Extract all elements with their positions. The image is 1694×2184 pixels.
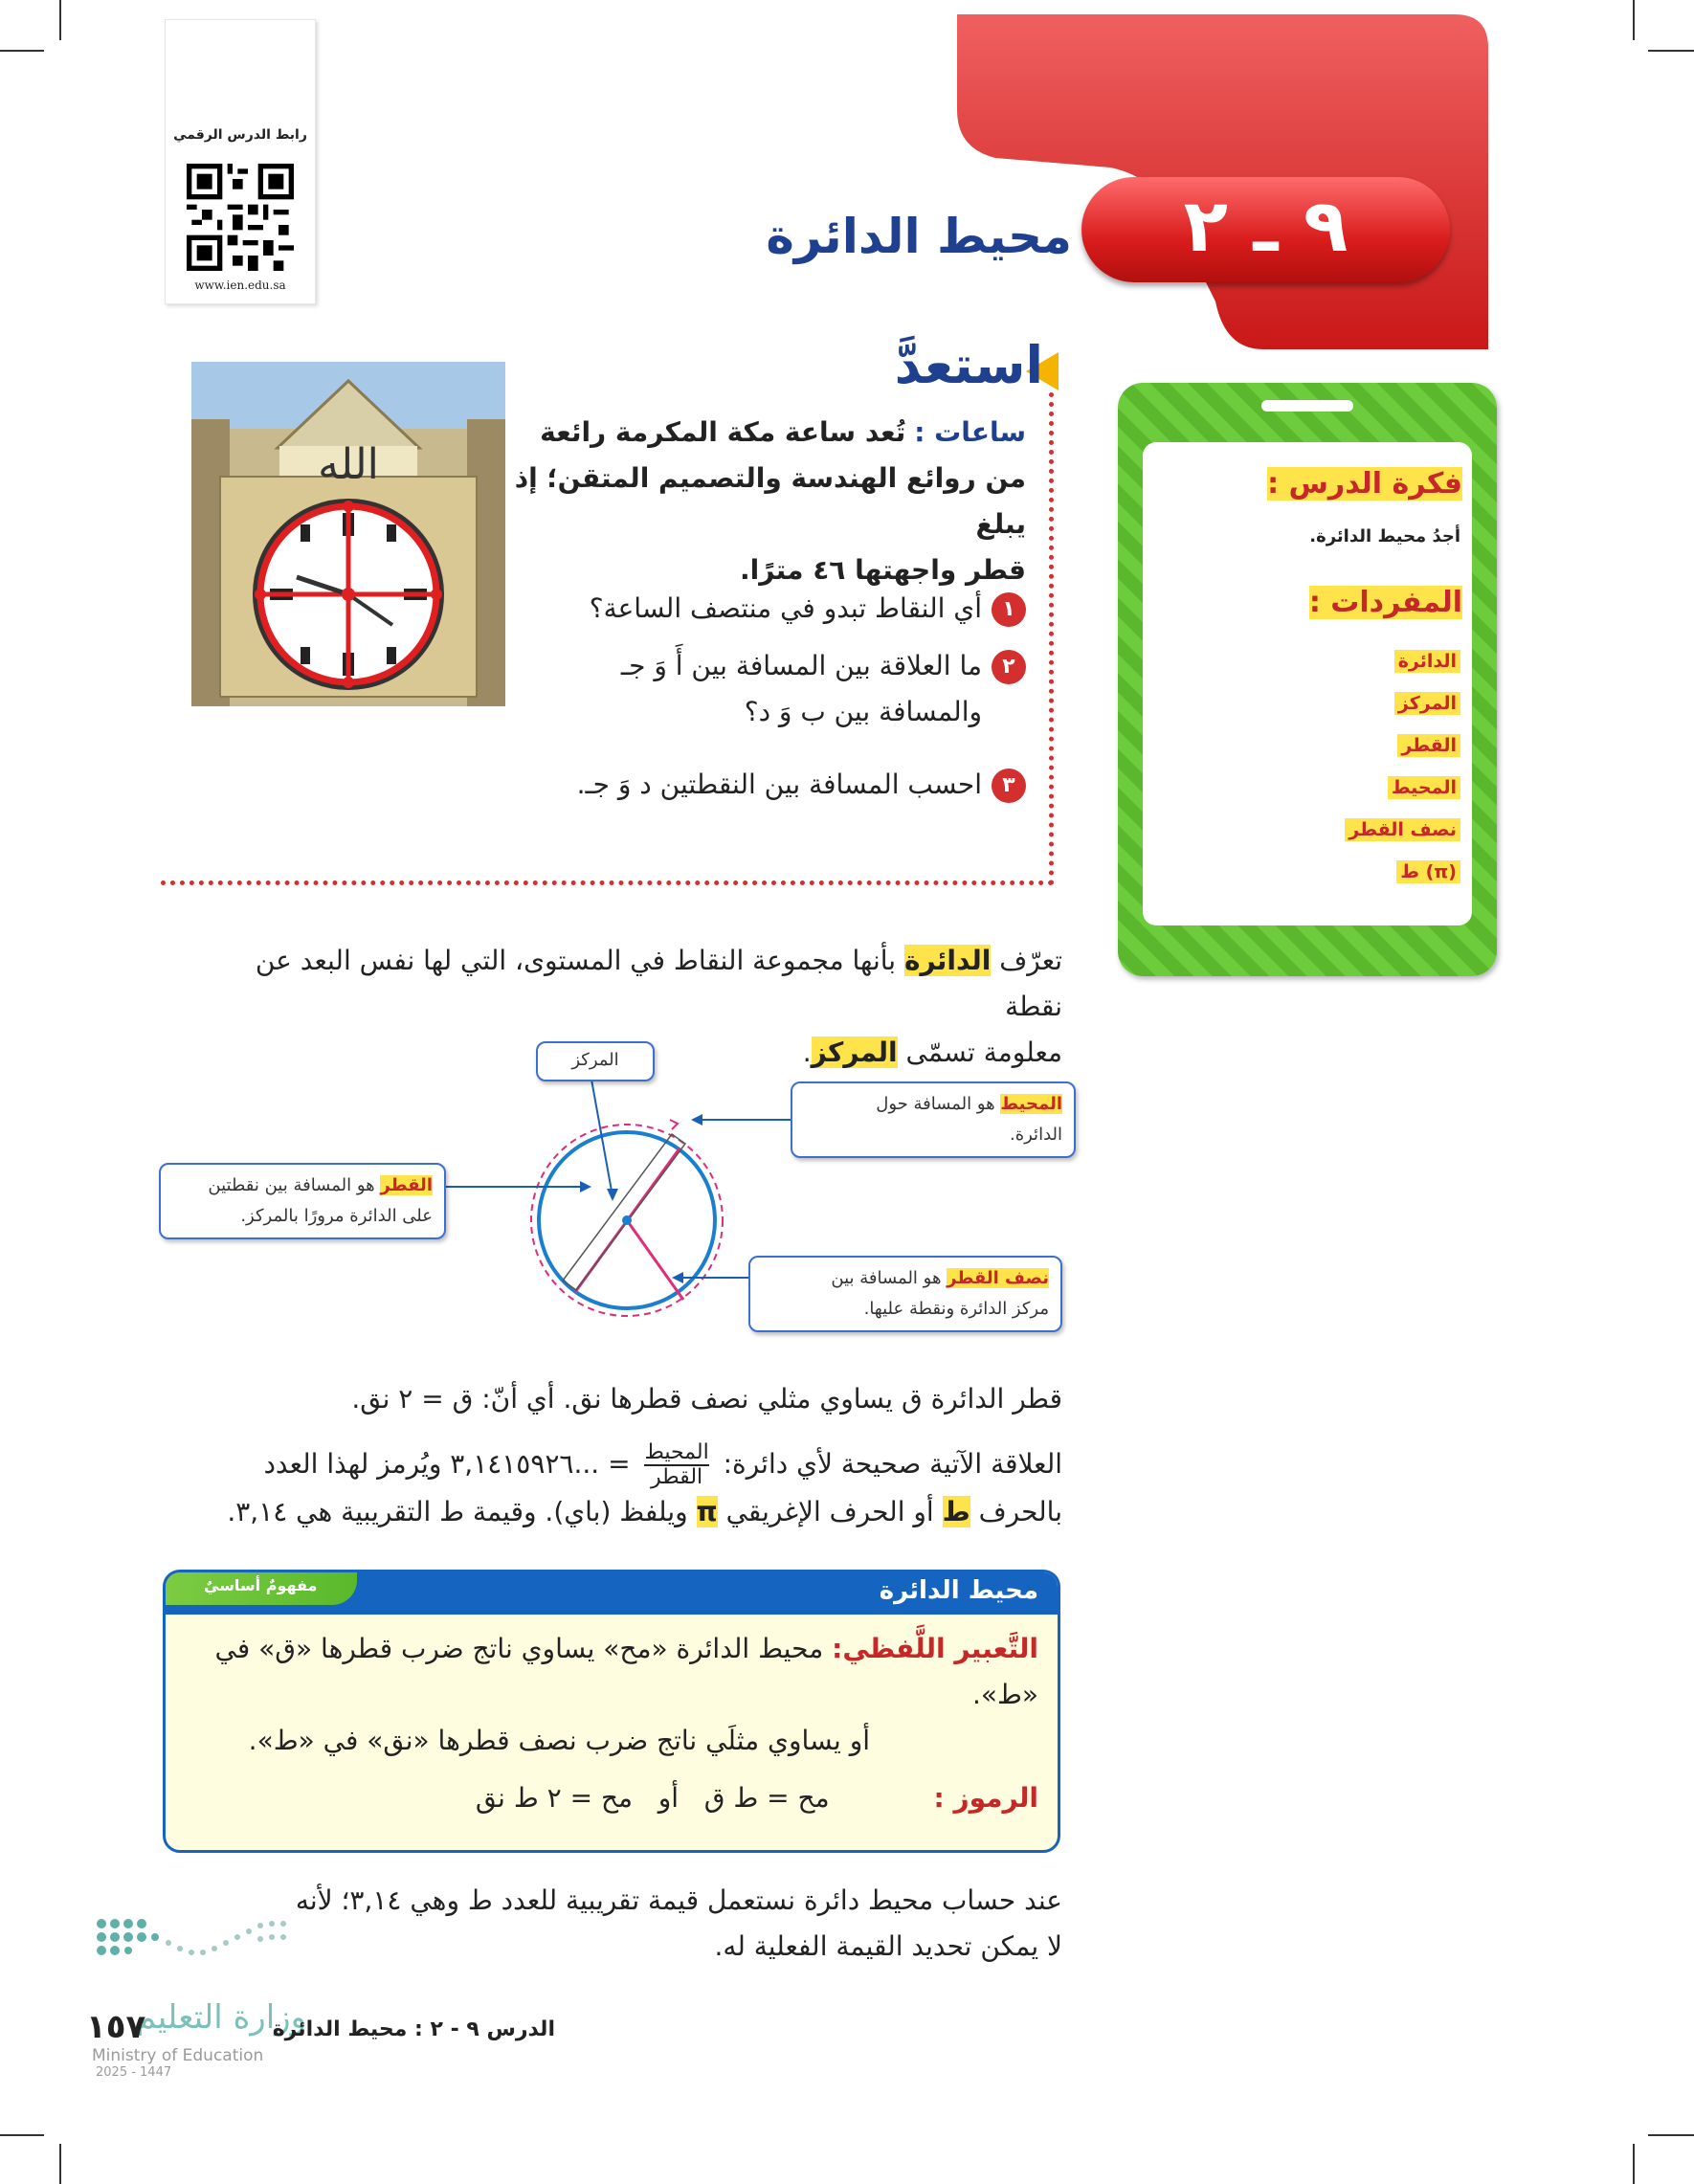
page-number: ١٥٧ — [86, 2008, 146, 2046]
qr-label: رابط الدرس الرقمي — [173, 127, 307, 143]
qr-panel — [165, 19, 316, 304]
center-callout: المركز — [536, 1041, 655, 1081]
question-1: ١أي النقاط تبدو في منتصف الساعة؟ — [509, 586, 1026, 632]
qr-url[interactable]: www.ien.edu.sa — [194, 279, 286, 292]
vocab-item[interactable]: القطر — [1397, 735, 1460, 756]
closing-paragraph: عند حساب محيط دائرة نستعمل قيمة تقريبية للعدد ط وهي ٣,١٤؛ لأنه لا يمكن تحديد القيمة الفعلية له. — [295, 1884, 1062, 1962]
lesson-number-badge — [1081, 177, 1450, 282]
footer-lesson-ref: الدرس ٩ - ٢ : محيط الدائرة — [272, 2017, 555, 2041]
concept-title: محيط الدائرة — [879, 1576, 1038, 1605]
vocab-item[interactable]: المركز — [1394, 693, 1460, 714]
explore-intro: ساعات : تُعد ساعة مكة المكرمة رائعة من روائع الهندسة والتصميم المتقن؛ إذ يبلغ قطر واجهتها ٤٦ مترًا. — [514, 416, 1026, 586]
idea-heading: فكرة الدرس : — [1267, 467, 1462, 501]
radius-callout: نصف القطر هو المسافة بين مركز الدائرة ونقطة عليها. — [748, 1256, 1062, 1332]
crop-mark — [0, 50, 44, 52]
vocab-heading: المفردات : — [1308, 586, 1462, 619]
crop-mark — [1648, 2134, 1694, 2136]
key-concept-box — [163, 1570, 1060, 1853]
lesson-sidebar — [1118, 383, 1497, 976]
crop-mark — [1633, 2144, 1635, 2184]
clock-tower-image — [191, 362, 505, 706]
crop-mark — [1633, 0, 1635, 40]
sidebar-content — [1143, 442, 1472, 925]
question-3: ٣احسب المسافة بين النقطتين د وَ جـ. — [509, 762, 1026, 808]
pi-relation: العلاقة الآتية صحيحة لأي دائرة: المحيط القطر = ...٣,١٤١٥٩٢٦ ويُرمز لهذا العدد بالحرف ط أو الحرف الإغريقي π ويلفظ (باي). وقيمة ط التقريبية هي ٣,١٤. — [227, 1440, 1062, 1527]
year-label: 2025 - 1447 — [96, 2065, 172, 2080]
symbols-row: الرموز : مح = ط ق أو مح = ٢ ط نق — [475, 1782, 1038, 1814]
diameter-relation: قطر الدائرة ق يساوي مثلي نصف قطرها نق. أي أنّ: ق = ٢ نق. — [351, 1383, 1062, 1415]
vocab-item[interactable]: الدائرة — [1394, 651, 1460, 672]
concept-tag: مفهومٌ أساسيٌ — [166, 1572, 357, 1605]
page-title: محيط الدائرة — [766, 209, 1072, 264]
svg-text:الله: الله — [318, 440, 379, 489]
circle-definition: تعرّف الدائرة بأنها مجموعة النقاط في المستوى، التي لها نفس البعد عن نقطة معلومة تسمّى المركز. — [255, 945, 1062, 1068]
question-2: ٢ما العلاقة بين المسافة بين أَ وَ جـ والمسافة بين ب وَ د؟ — [509, 643, 1026, 735]
vocab-item[interactable]: ط (π) — [1396, 861, 1460, 882]
crop-mark — [1648, 50, 1694, 52]
crop-mark — [59, 2144, 61, 2184]
ministry-name-en: Ministry of Education — [92, 2046, 264, 2065]
explore-heading: استعدَّ — [894, 335, 1043, 395]
lesson-number: ٩ ـ ٢ — [1183, 183, 1349, 268]
sidebar-handle — [1261, 400, 1353, 412]
vocab-item[interactable]: نصف القطر — [1345, 819, 1460, 840]
crop-mark — [59, 0, 61, 40]
ministry-name-ar: وزارة التعليم — [136, 1998, 306, 2037]
qr-code-icon[interactable] — [187, 164, 294, 271]
verbal-expression: التَّعبير اللَّفظي: محيط الدائرة «مح» يساوي ناتج ضرب قطرها «ق» في «ط». أو يساوي مثلَي ناتج ضرب نصف قطرها «نق» في «ط». — [214, 1633, 1038, 1756]
vocab-item[interactable]: المحيط — [1388, 777, 1460, 798]
ministry-logo — [92, 1914, 302, 2000]
circumference-callout: المحيط هو المسافة حول الدائرة. — [791, 1081, 1076, 1158]
diameter-callout: القطر هو المسافة بين نقطتين على الدائرة مرورًا بالمركز. — [159, 1163, 446, 1239]
idea-text: أجدُ محيط الدائرة. — [1309, 526, 1460, 546]
crop-mark — [0, 2134, 44, 2136]
